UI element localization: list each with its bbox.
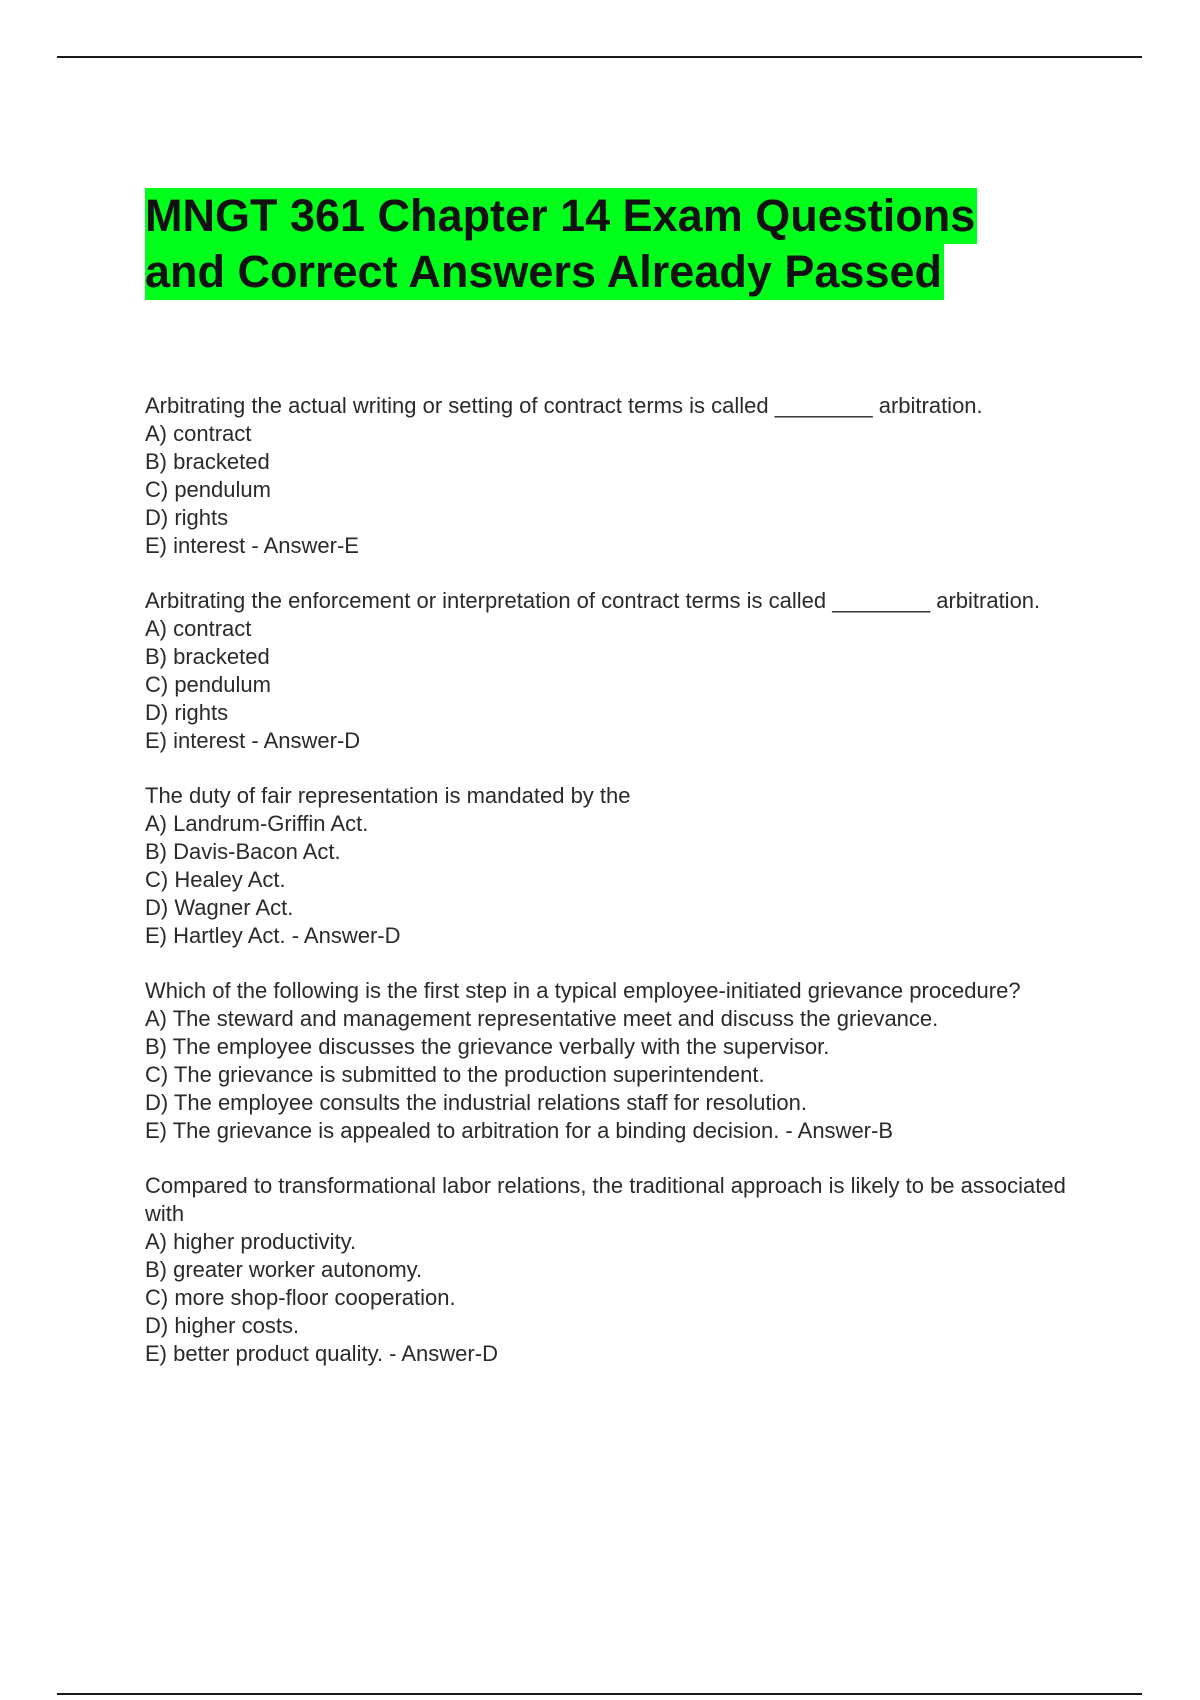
question-5: [145, 1172, 1085, 1368]
option-d: D) rights: [145, 505, 229, 530]
question-text: Arbitrating the enforcement or interpretation of contract terms is called ________ arbitration.: [145, 588, 1041, 613]
option-e-answer: E) interest - Answer-E: [145, 533, 359, 558]
option-b: B) greater worker autonomy.: [145, 1257, 423, 1282]
option-c: C) The grievance is submitted to the production superintendent.: [145, 1062, 765, 1087]
option-a: A) higher productivity.: [145, 1229, 357, 1254]
footer-rule: [57, 1693, 1142, 1695]
question-2: [145, 587, 1085, 755]
option-b: B) bracketed: [145, 644, 270, 669]
title-line-2: and Correct Answers Already Passed: [145, 244, 944, 300]
option-c: C) pendulum: [145, 672, 271, 697]
option-e-answer: E) The grievance is appealed to arbitration for a binding decision. - Answer-B: [145, 1118, 894, 1143]
option-d: D) Wagner Act.: [145, 895, 294, 920]
document-title: [145, 188, 1065, 300]
option-c: C) pendulum: [145, 477, 271, 502]
title-line-1: MNGT 361 Chapter 14 Exam Questions: [145, 188, 977, 244]
option-a: A) The steward and management representative meet and discuss the grievance.: [145, 1006, 939, 1031]
question-text: Arbitrating the actual writing or setting of contract terms is called ________ arbitration.: [145, 393, 983, 418]
question-text: The duty of fair representation is mandated by the: [145, 783, 631, 808]
option-b: B) Davis-Bacon Act.: [145, 839, 341, 864]
header-rule: [57, 56, 1142, 58]
option-b: B) bracketed: [145, 449, 270, 474]
question-list: [145, 392, 1085, 1395]
option-b: B) The employee discusses the grievance verbally with the supervisor.: [145, 1034, 830, 1059]
question-4: [145, 977, 1085, 1145]
question-text: Compared to transformational labor relations, the traditional approach is likely to be associated with: [145, 1173, 1066, 1226]
option-e-answer: E) better product quality. - Answer-D: [145, 1341, 498, 1366]
option-a: A) contract: [145, 616, 252, 641]
option-a: A) Landrum-Griffin Act.: [145, 811, 369, 836]
option-e-answer: E) Hartley Act. - Answer-D: [145, 923, 401, 948]
option-d: D) The employee consults the industrial relations staff for resolution.: [145, 1090, 807, 1115]
option-d: D) higher costs.: [145, 1313, 300, 1338]
question-1: [145, 392, 1085, 560]
question-3: [145, 782, 1085, 950]
option-e-answer: E) interest - Answer-D: [145, 728, 361, 753]
option-d: D) rights: [145, 700, 229, 725]
question-text: Which of the following is the first step in a typical employee-initiated grievance procedure?: [145, 978, 1021, 1003]
option-a: A) contract: [145, 421, 252, 446]
option-c: C) Healey Act.: [145, 867, 286, 892]
option-c: C) more shop-floor cooperation.: [145, 1285, 456, 1310]
